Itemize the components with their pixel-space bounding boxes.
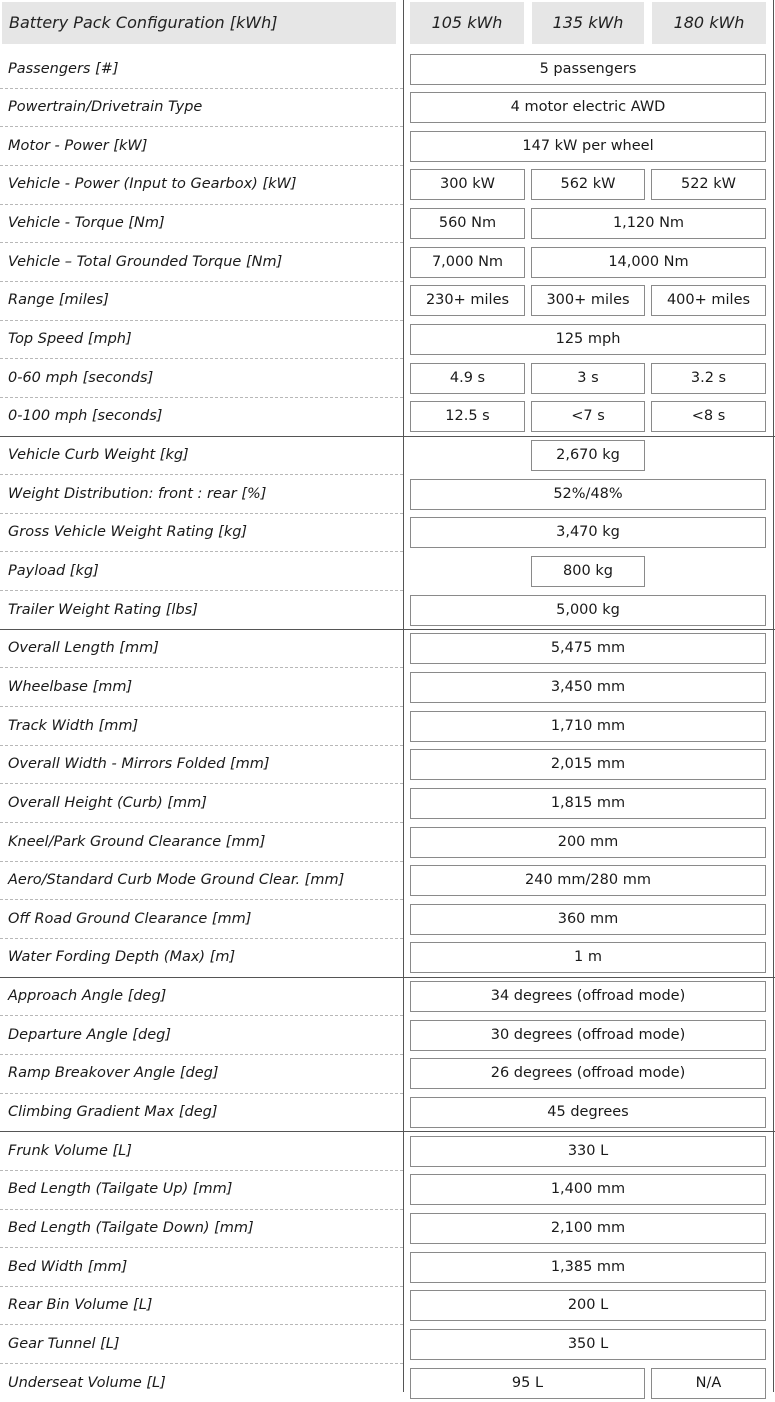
row-label-weight-distribution-front-rear: Weight Distribution: front : rear [%] [8, 485, 267, 502]
row-label-underseat-volume-l: Underseat Volume [L] [8, 1374, 166, 1391]
row-label-0-100-mph-seconds: 0-100 mph [seconds] [8, 408, 163, 425]
value-cell: 300 kW [410, 169, 525, 200]
value-cell: 3 s [531, 363, 645, 394]
row-label-track-width-mm: Track Width [mm] [8, 717, 139, 734]
value-cell: 1,710 mm [410, 711, 766, 742]
value-cell: 1,400 mm [410, 1174, 766, 1205]
value-cell: 3,470 kg [410, 517, 766, 548]
value-cell: 4 motor electric AWD [410, 92, 766, 123]
row-label-trailer-weight-rating-lbs: Trailer Weight Rating [lbs] [8, 601, 198, 618]
value-cell: 3.2 s [651, 363, 766, 394]
row-label-bed-width-mm: Bed Width [mm] [8, 1258, 128, 1275]
row-label-gross-vehicle-weight-rating-kg: Gross Vehicle Weight Rating [kg] [8, 524, 248, 541]
row-label-water-fording-depth-max-m: Water Fording Depth (Max) [m] [8, 949, 236, 966]
value-cell: 560 Nm [410, 208, 525, 239]
value-cell: 200 L [410, 1290, 766, 1321]
row-label-bed-length-tailgate-up-mm: Bed Length (Tailgate Up) [mm] [8, 1181, 233, 1198]
value-cell: 5,000 kg [410, 595, 766, 626]
value-cell: 12.5 s [410, 401, 525, 432]
value-cell: 1,815 mm [410, 788, 766, 819]
row-label-powertrain-drivetrain-type: Powertrain/Drivetrain Type [8, 99, 203, 116]
value-cell: 4.9 s [410, 363, 525, 394]
value-cell: 2,015 mm [410, 749, 766, 780]
row-label-climbing-gradient-max-deg: Climbing Gradient Max [deg] [8, 1104, 218, 1121]
value-cell: 360 mm [410, 904, 766, 935]
value-cell: 7,000 Nm [410, 247, 525, 278]
value-cell: <8 s [651, 401, 766, 432]
header-label: Battery Pack Configuration [kWh] [2, 2, 396, 44]
row-label-approach-angle-deg: Approach Angle [deg] [8, 988, 167, 1005]
value-cell: 800 kg [531, 556, 645, 587]
row-label-top-speed-mph: Top Speed [mph] [8, 331, 132, 348]
value-cell: 1,385 mm [410, 1252, 766, 1283]
column-divider [403, 0, 404, 1392]
value-cell: 230+ miles [410, 285, 525, 316]
row-label-vehicle-total-grounded-torque-nm: Vehicle – Total Grounded Torque [Nm] [8, 253, 283, 270]
value-cell: 200 mm [410, 827, 766, 858]
header-column-180kwh: 180 kWh [652, 2, 766, 44]
value-cell: 52%/48% [410, 479, 766, 510]
value-cell: 30 degrees (offroad mode) [410, 1020, 766, 1051]
value-cell: 400+ miles [651, 285, 766, 316]
row-label-ramp-breakover-angle-deg: Ramp Breakover Angle [deg] [8, 1065, 219, 1082]
value-cell: 125 mph [410, 324, 766, 355]
row-label-vehicle-torque-nm: Vehicle - Torque [Nm] [8, 215, 165, 232]
value-cell: <7 s [531, 401, 645, 432]
row-label-overall-length-mm: Overall Length [mm] [8, 640, 159, 657]
value-cell: 3,450 mm [410, 672, 766, 703]
right-border [773, 0, 774, 1392]
row-label-aero-standard-curb-mode-ground-clear-mm: Aero/Standard Curb Mode Ground Clear. [mm] [8, 872, 345, 889]
value-cell: 330 L [410, 1136, 766, 1167]
row-label-motor-power-kw: Motor - Power [kW] [8, 137, 148, 154]
row-label-overall-width-mirrors-folded-mm: Overall Width - Mirrors Folded [mm] [8, 756, 270, 773]
row-label-frunk-volume-l: Frunk Volume [L] [8, 1142, 132, 1159]
value-cell: 5 passengers [410, 54, 766, 85]
row-label-rear-bin-volume-l: Rear Bin Volume [L] [8, 1297, 153, 1314]
value-cell: 45 degrees [410, 1097, 766, 1128]
value-cell: 1 m [410, 942, 766, 973]
row-label-vehicle-curb-weight-kg: Vehicle Curb Weight [kg] [8, 447, 189, 463]
value-cell: 147 kW per wheel [410, 131, 766, 162]
row-label-0-60-mph-seconds: 0-60 mph [seconds] [8, 369, 154, 386]
row-label-payload-kg: Payload [kg] [8, 562, 99, 579]
row-label-off-road-ground-clearance-mm: Off Road Ground Clearance [mm] [8, 910, 252, 927]
row-label-overall-height-curb-mm: Overall Height (Curb) [mm] [8, 794, 207, 811]
row-label-gear-tunnel-l: Gear Tunnel [L] [8, 1335, 120, 1352]
value-cell: 2,670 kg [531, 440, 645, 471]
header-column-105kwh: 105 kWh [410, 2, 524, 44]
row-label-vehicle-power-input-to-gearbox-kw: Vehicle - Power (Input to Gearbox) [kW] [8, 176, 297, 193]
value-cell: 1,120 Nm [531, 208, 766, 239]
value-cell: 34 degrees (offroad mode) [410, 981, 766, 1012]
value-cell: 14,000 Nm [531, 247, 766, 278]
row-label-bed-length-tailgate-down-mm: Bed Length (Tailgate Down) [mm] [8, 1220, 254, 1236]
value-cell: 2,100 mm [410, 1213, 766, 1244]
value-cell: 95 L [410, 1368, 645, 1399]
row-label-kneel-park-ground-clearance-mm: Kneel/Park Ground Clearance [mm] [8, 833, 266, 850]
value-cell: 350 L [410, 1329, 766, 1360]
value-cell: 300+ miles [531, 285, 645, 316]
row-label-range-miles: Range [miles] [8, 292, 109, 309]
row-label-wheelbase-mm: Wheelbase [mm] [8, 678, 133, 695]
value-cell: 562 kW [531, 169, 645, 200]
value-cell: N/A [651, 1368, 766, 1399]
value-cell: 5,475 mm [410, 633, 766, 664]
row-label-departure-angle-deg: Departure Angle [deg] [8, 1026, 172, 1043]
header-column-135kwh: 135 kWh [532, 2, 644, 44]
row-label-passengers: Passengers [#] [8, 60, 119, 77]
value-cell: 26 degrees (offroad mode) [410, 1058, 766, 1089]
value-cell: 240 mm/280 mm [410, 865, 766, 896]
value-cell: 522 kW [651, 169, 766, 200]
